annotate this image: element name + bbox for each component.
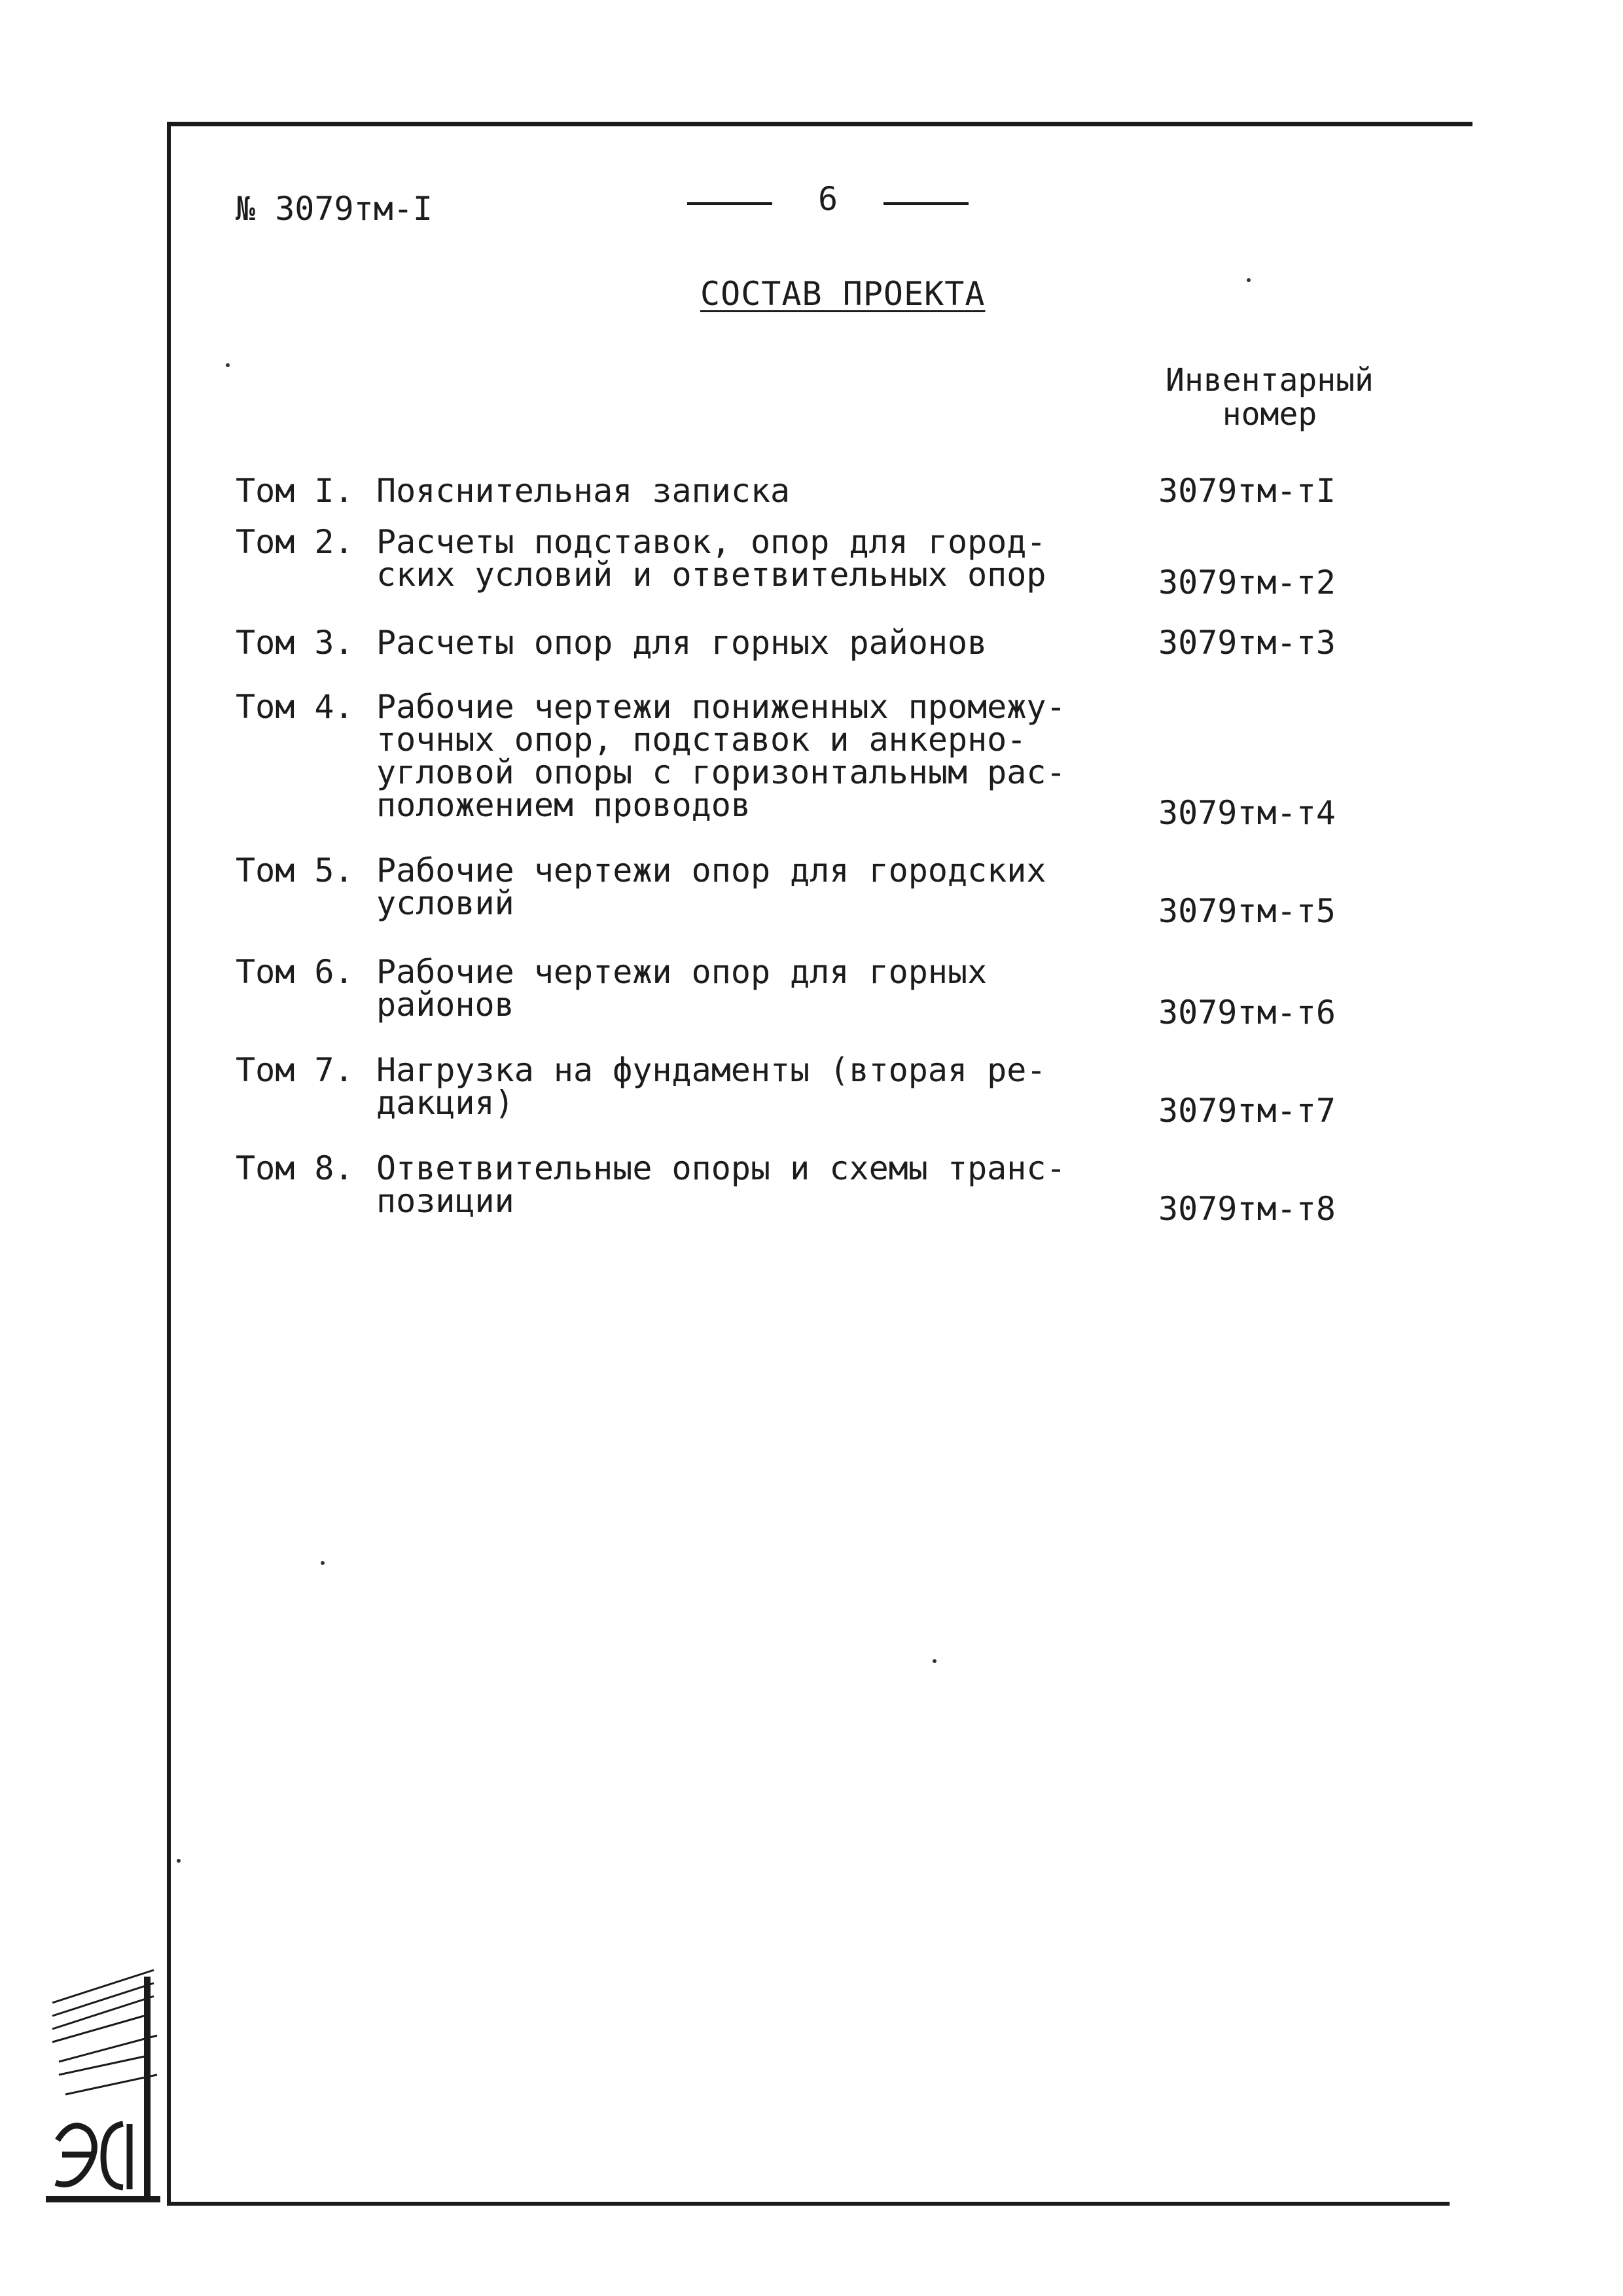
volume-label: Том 2. <box>236 523 354 561</box>
frame-bottom-line <box>167 2202 1450 2206</box>
scan-speck <box>1247 278 1251 282</box>
volume-title <box>376 688 1083 824</box>
volume-title-line: точных опор, подставок и анкерно- <box>376 721 1027 759</box>
frame-top-line <box>167 122 1472 126</box>
volume-label: Том I. <box>236 472 354 510</box>
volume-row <box>236 1051 1414 1130</box>
volume-row <box>236 1149 1414 1228</box>
volume-row <box>236 688 1414 832</box>
volume-title-line: Рабочие чертежи опор для горных <box>376 953 988 991</box>
document-number: № 3079тм-I <box>236 190 433 228</box>
stamp-logo-icon <box>46 1964 160 2206</box>
page-number-block <box>687 180 969 226</box>
volume-inventory-number: 3079тм-т6 <box>1158 994 1336 1031</box>
volume-inventory-number: 3079тм-т4 <box>1158 794 1336 832</box>
volume-inventory-number: 3079тм-тI <box>1158 472 1336 510</box>
volume-label: Том 5. <box>236 852 354 889</box>
volume-title-line: Пояснительная записка <box>376 472 791 510</box>
scan-speck <box>226 363 230 367</box>
volume-inventory-number: 3079тм-т3 <box>1158 624 1336 662</box>
volume-row <box>236 523 1414 601</box>
volume-title <box>376 523 1083 594</box>
frame-left-line <box>167 122 171 2203</box>
volume-title <box>376 1149 1083 1220</box>
volume-title-line: дакция) <box>376 1084 514 1122</box>
volume-title-line: Ответвительные опоры и схемы транс- <box>376 1149 1066 1187</box>
scan-speck <box>177 1859 181 1863</box>
scan-speck <box>321 1561 325 1565</box>
volume-label: Том 6. <box>236 953 354 991</box>
volume-title-line: ских условий и ответвительных опор <box>376 556 1046 594</box>
volume-inventory-number: 3079тм-т2 <box>1158 564 1336 601</box>
volume-title-line: Расчеты подставок, опор для город- <box>376 523 1046 561</box>
volume-title-line: Рабочие чертежи пониженных промежу- <box>376 688 1066 726</box>
volume-label: Том 7. <box>236 1051 354 1089</box>
inventory-column-header <box>1149 363 1391 431</box>
volume-title-line: угловой опоры с горизонтальным рас- <box>376 753 1066 791</box>
page-number: 6 <box>817 180 838 218</box>
volume-title <box>376 1051 1083 1122</box>
volume-title-line: районов <box>376 986 514 1024</box>
page-title: СОСТАВ ПРОЕКТА <box>700 275 986 313</box>
volume-inventory-number: 3079тм-т7 <box>1158 1092 1336 1130</box>
volume-title-line: Нагрузка на фундаменты (вторая ре- <box>376 1051 1046 1089</box>
volume-title-line: Расчеты опор для горных районов <box>376 624 988 662</box>
volume-title-line: позиции <box>376 1182 514 1220</box>
volume-title <box>376 472 1083 510</box>
scan-speck <box>933 1659 936 1663</box>
page-number-dash-right <box>883 202 969 205</box>
volume-title-line: Рабочие чертежи опор для городских <box>376 852 1046 889</box>
volume-inventory-number: 3079тм-т5 <box>1158 892 1336 930</box>
volume-title <box>376 953 1083 1024</box>
volume-label: Том 8. <box>236 1149 354 1187</box>
volume-label: Том 4. <box>236 688 354 726</box>
volume-row <box>236 624 1414 662</box>
inventory-header-line2: номер <box>1222 396 1317 433</box>
page-number-dash-left <box>687 202 772 205</box>
volume-label: Том 3. <box>236 624 354 662</box>
volume-title <box>376 854 1083 920</box>
volume-title-line: условий <box>376 884 514 922</box>
volume-title-line: положением проводов <box>376 786 751 824</box>
volume-row <box>236 953 1414 1031</box>
volume-inventory-number: 3079тм-т8 <box>1158 1190 1336 1228</box>
inventory-header-line1: Инвентарный <box>1166 362 1374 399</box>
volume-row <box>236 852 1414 930</box>
volume-title <box>376 624 1083 662</box>
volume-row <box>236 472 1414 510</box>
